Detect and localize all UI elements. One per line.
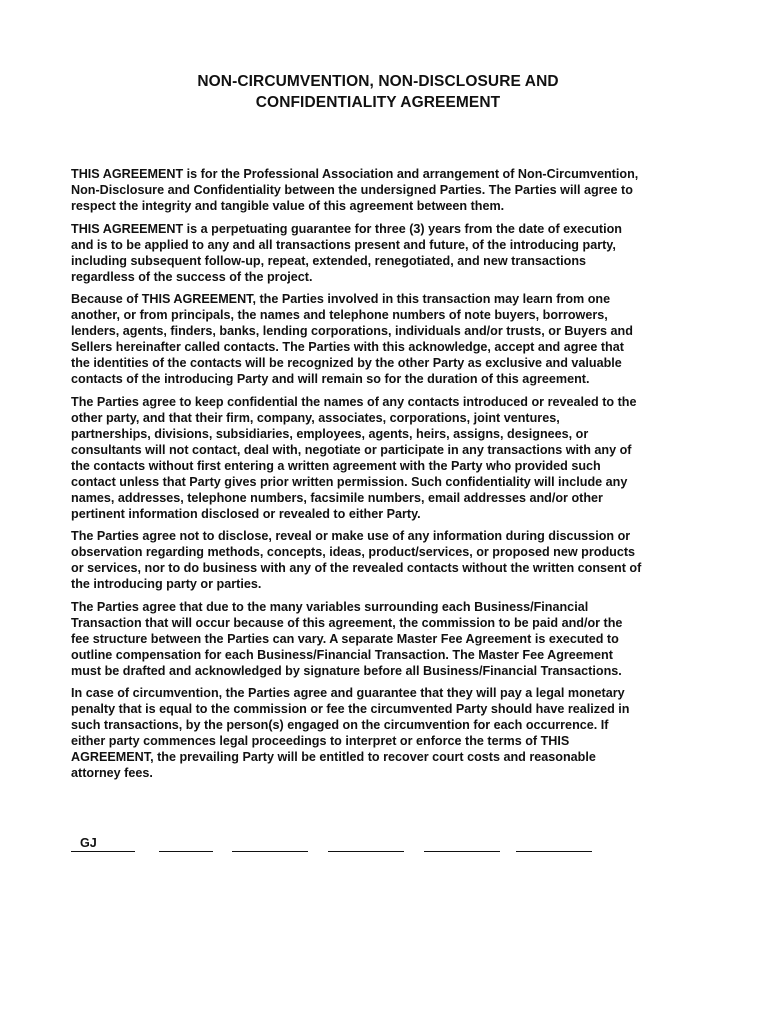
document-title <box>0 71 756 113</box>
title-line-1: NON-CIRCUMVENTION, NON-DISCLOSURE AND <box>197 73 559 90</box>
signature-line-1 <box>71 835 135 852</box>
signature-block <box>71 835 631 855</box>
agreement-body <box>71 166 701 788</box>
signature-line-5 <box>424 835 500 852</box>
paragraph-term: THIS AGREEMENT is a perpetuating guarantee for three (3) years from the date of execution and is to be applied to any and all transactions present and future, of the introducing party, including subsequent follow-up, repeat, extended, renegotiated, and new transactions regardless of the success of the project. <box>71 221 622 284</box>
title-line-2: CONFIDENTIALITY AGREEMENT <box>255 94 501 111</box>
paragraph-non-disclosure: The Parties agree not to disclose, reveal or make use of any information during discussion or observation regarding methods, concepts, ideas, product/services, or proposed new products or services, nor to do business with any of the revealed contacts without the written consent of the introducing party or parties. <box>71 529 642 591</box>
signature-line-4 <box>328 835 404 852</box>
paragraph-contacts: Because of THIS AGREEMENT, the Parties involved in this transaction may learn from one another, or from principals, the names and telephone numbers of note buyers, borrowers, lenders, agents, finders, banks, lending corporations, individuals and/or trusts, or Buyers and Sellers hereinafter called contacts. The Parties with this acknowledge, accept and agree that the identities of the contacts will be recognized by the other Party as exclusive and valuable contacts of the introducing Party and will remain so for the duration of this agreement. <box>71 292 633 386</box>
signature-line-2 <box>159 835 213 852</box>
paragraph-confidentiality: The Parties agree to keep confidential the names of any contacts introduced or revealed to the other party, and that their firm, company, associates, corporations, joint ventures, partnerships, divisions, subsidiaries, employees, agents, heirs, assigns, designees, or consultants will not contact, deal with, negotiate or participate in any transactions with any of the contacts without first entering a written agreement with the Party who provided such contact unless that Party gives prior written permission. Such confidentiality will include any names, addresses, telephone numbers, facsimile numbers, email addresses and/or other pertinent information disclosed or revealed to either Party. <box>71 394 637 521</box>
paragraph-purpose: THIS AGREEMENT is for the Professional Association and arrangement of Non-Circumvention, Non-Disclosure and Confidentiality between the undersigned Parties. The Parties will agree to respect the integrity and tangible value of this agreement between them. <box>71 167 639 213</box>
paragraph-circumvention: In case of circumvention, the Parties agree and guarantee that they will pay a legal monetary penalty that is equal to the commission or fee the circumvented Party should have realized in such transactions, by the person(s) engaged on the circumvention for each occurrence. If either party commences legal proceedings to interpret or enforce the terms of THIS AGREEMENT, the prevailing Party will be entitled to recover court costs and reasonable attorney fees. <box>71 686 630 780</box>
signature-initials: GJ <box>80 836 97 850</box>
signature-line-3 <box>232 835 308 852</box>
paragraph-compensation: The Parties agree that due to the many variables surrounding each Business/Financial Transaction that will occur because of this agreement, the commission to be paid and/or the fee structure between the Parties can vary. A separate Master Fee Agreement is executed to outline compensation for each Business/Financial Transaction. The Master Fee Agreement must be drafted and acknowledged by signature before all Business/Financial Transactions. <box>71 599 623 678</box>
signature-line-6 <box>516 835 592 852</box>
